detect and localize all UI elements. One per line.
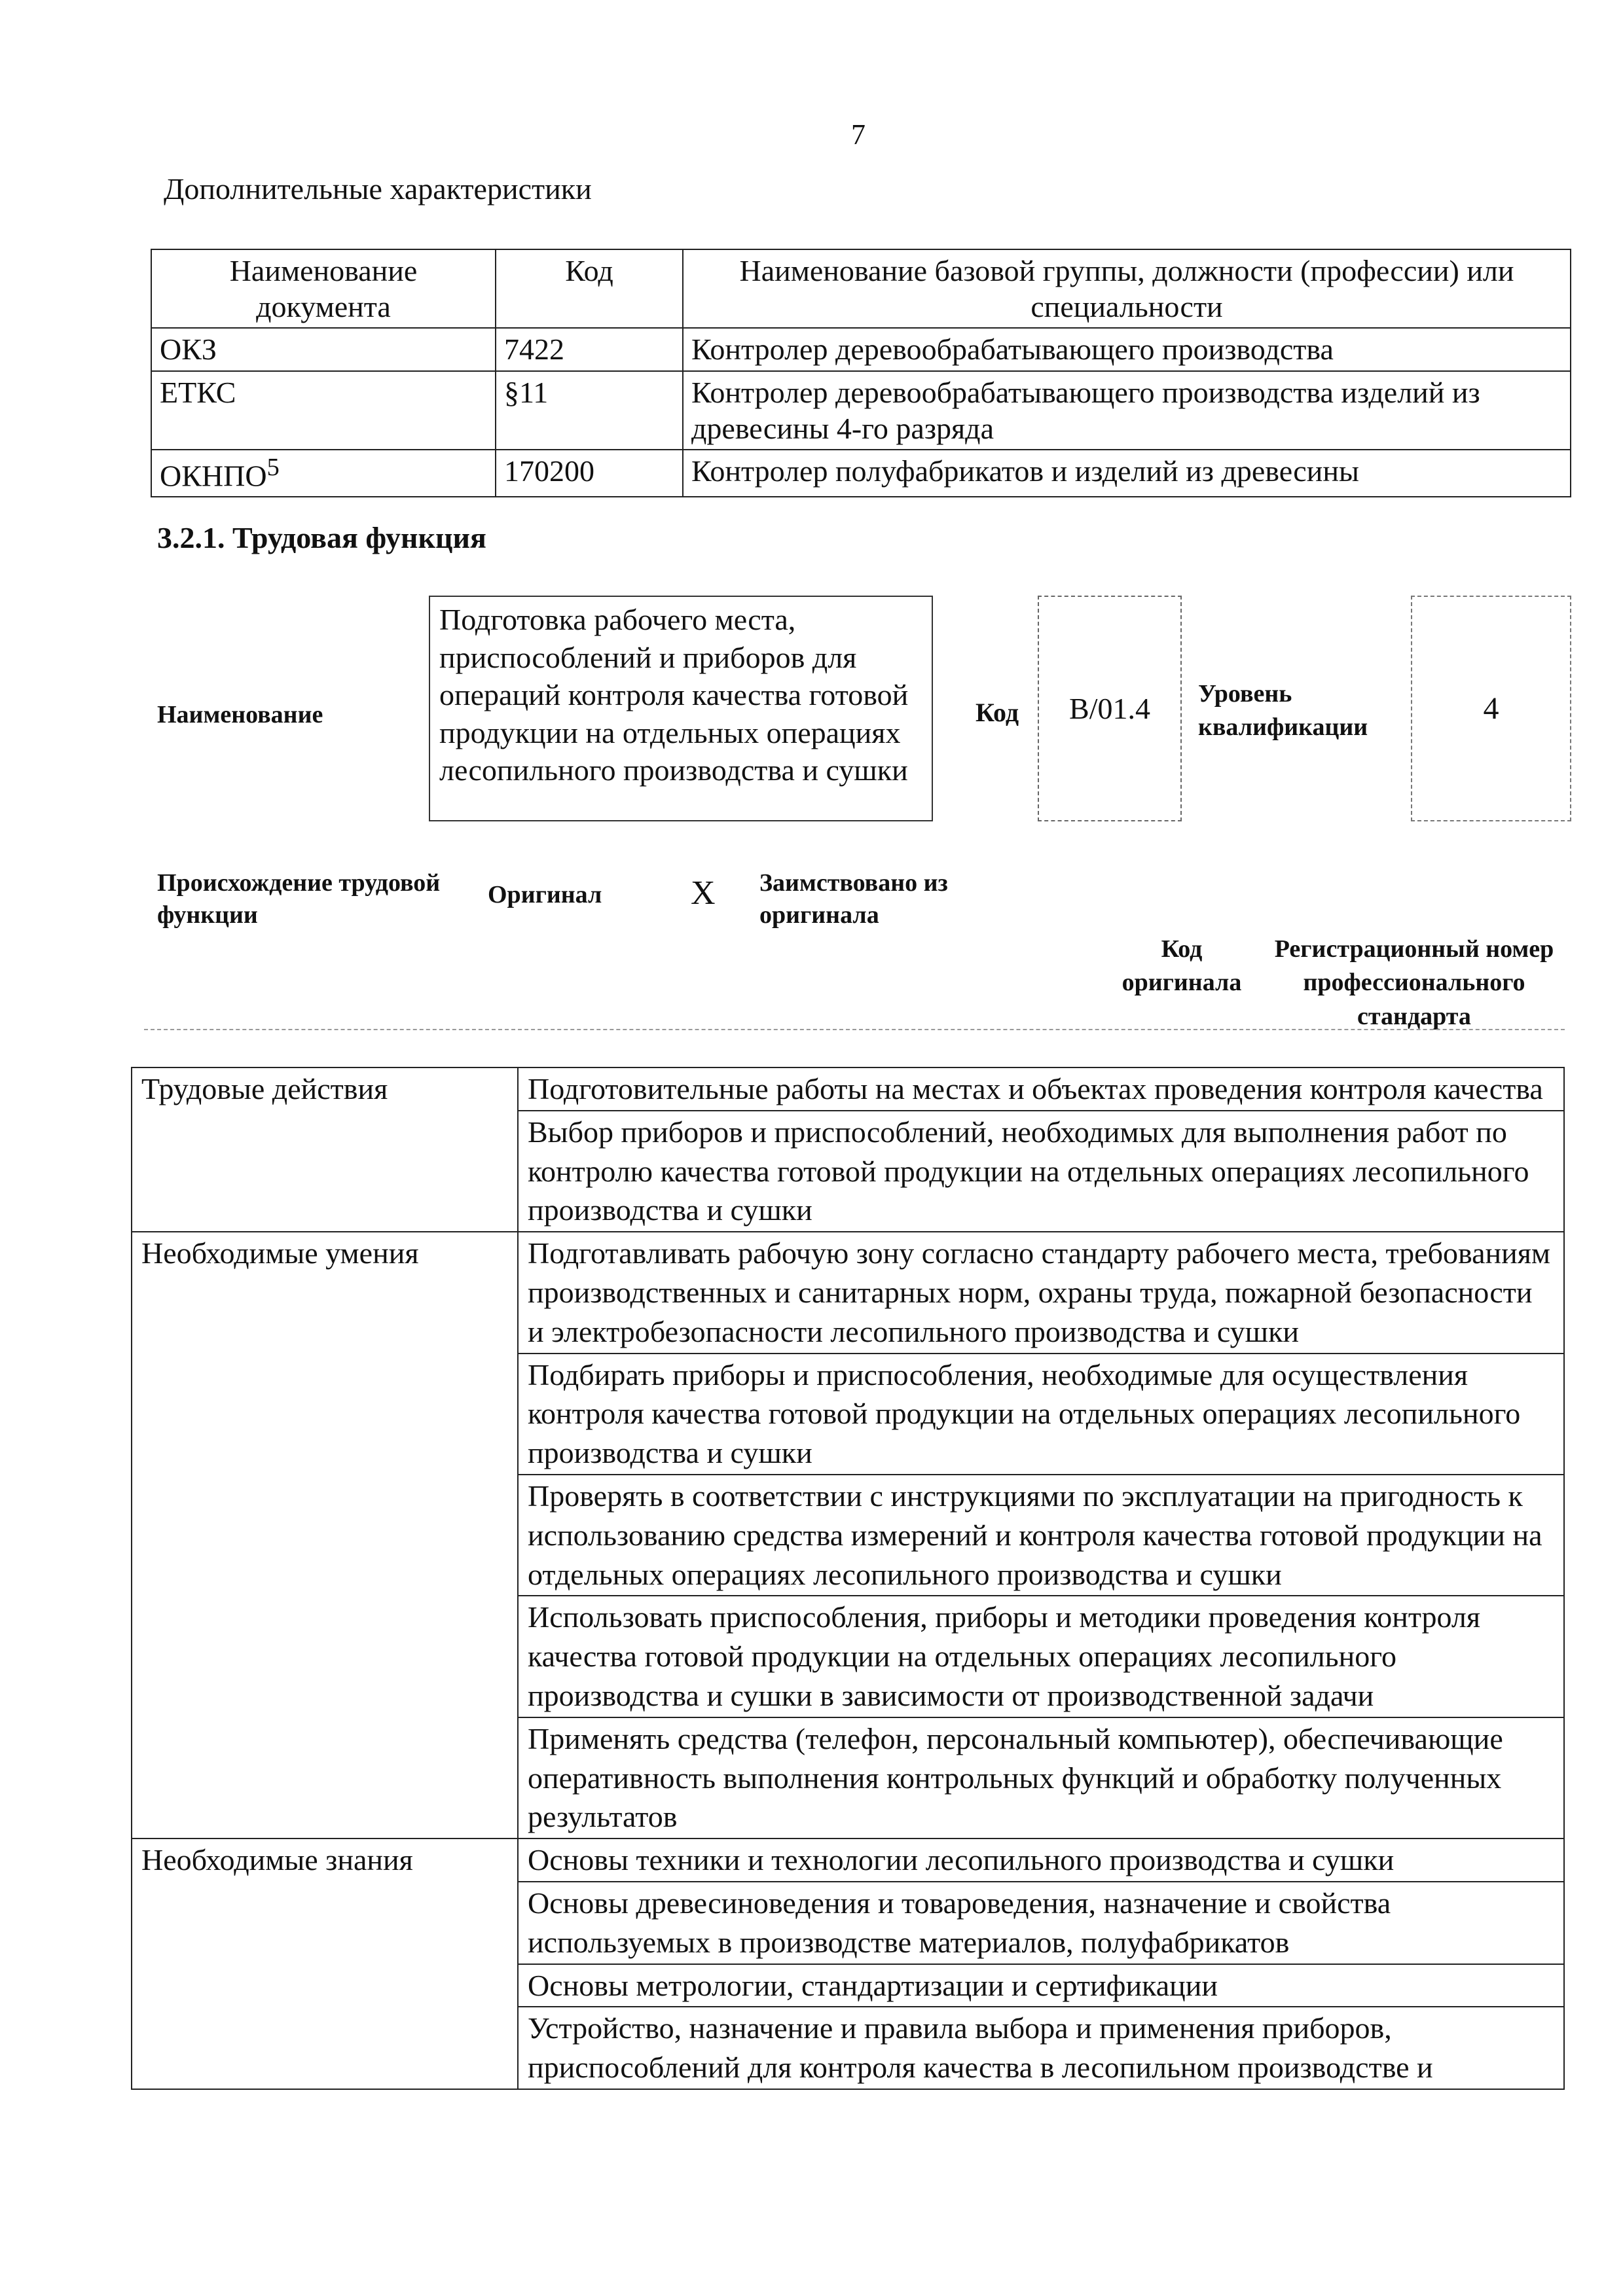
origin-value: Оригинал <box>488 881 602 908</box>
category-cell <box>132 1964 518 2007</box>
table-header-row <box>151 249 1571 328</box>
table-row <box>151 328 1571 370</box>
table-row <box>151 450 1571 497</box>
item-cell: Выбор приборов и приспособлений, необходимых для выполнения работ по контролю качества готовой продукции на отдельных операциях лесопильного производства и сушки <box>518 1111 1564 1232</box>
item-cell: Основы метрологии, стандартизации и сертификации <box>518 1964 1564 2007</box>
code-label: Код <box>976 698 1019 727</box>
table-row <box>132 1839 1564 1882</box>
row-name: Контролер полуфабрикатов и изделий из древесины <box>683 450 1571 497</box>
borrowed-label: Заимствовано из оригинала <box>759 869 948 929</box>
item-cell: Подготавливать рабочую зону согласно стандарту рабочего места, требованиям производственных и санитарных норм, охраны труда, пожарной безопасности и электробезопасности лесопильного производства и сушки <box>518 1232 1564 1353</box>
item-cell: Использовать приспособления, приборы и методики проведения контроля качества готовой продукции на отдельных операциях лесопильного производства и сушки в зависимости от производственной задачи <box>518 1596 1564 1717</box>
original-code-label: Код оригинала <box>1122 935 1242 997</box>
table-row <box>132 1882 1564 1964</box>
registration-number-label: Регистрационный номер профессионального стандарта <box>1274 935 1554 1030</box>
footnote-mark: 5 <box>266 453 280 481</box>
table-row <box>132 2007 1564 2089</box>
item-cell: Основы древесиноведения и товароведения, назначение и свойства используемых в производстве материалов, полуфабрикатов <box>518 1882 1564 1964</box>
category-cell: Необходимые умения <box>132 1232 518 1353</box>
name-label: Наименование <box>157 701 323 728</box>
level-value: 4 <box>1411 596 1571 821</box>
origin-mark: X <box>691 874 716 912</box>
table-row <box>132 1475 1564 1596</box>
separator-line <box>144 1029 1565 1030</box>
row-doc: ОКНПО <box>160 459 267 493</box>
category-cell <box>132 1596 518 1717</box>
table-row <box>132 1354 1564 1475</box>
level-label: Уровень квалификации <box>1198 680 1368 742</box>
row-code: 170200 <box>496 450 683 497</box>
table-row <box>132 1717 1564 1839</box>
origin-label: Происхождение трудовой функции <box>157 869 441 929</box>
row-code: 7422 <box>496 328 683 370</box>
item-cell: Подготовительные работы на местах и объектах проведения контроля качества <box>518 1067 1564 1111</box>
header-group-name: Наименование базовой группы, должности (профессии) или специальности <box>683 249 1571 328</box>
row-doc-cell <box>151 450 496 497</box>
item-cell: Основы техники и технологии лесопильного производства и сушки <box>518 1839 1564 1882</box>
labor-function-heading: 3.2.1. Трудовая функция <box>157 521 486 554</box>
row-name: Контролер деревообрабатывающего производства <box>683 328 1571 370</box>
code-value: B/01.4 <box>1038 596 1182 821</box>
header-code: Код <box>496 249 683 328</box>
item-cell: Проверять в соответствии с инструкциями по эксплуатации на пригодность к использованию средства измерений и контроля качества готовой продукции на отдельных операциях лесопильного производства и сушки <box>518 1475 1564 1596</box>
item-cell: Применять средства (телефон, персональный компьютер), обеспечивающие оперативность выполнения контрольных функций и обработку полученных результатов <box>518 1717 1564 1839</box>
table-row <box>132 1964 1564 2007</box>
category-cell: Необходимые знания <box>132 1839 518 1882</box>
header-document: Наименование документа <box>151 249 496 328</box>
category-cell <box>132 1882 518 1964</box>
table-row <box>132 1111 1564 1232</box>
row-doc: ЕТКС <box>151 371 496 450</box>
additional-characteristics-heading: Дополнительные характеристики <box>164 172 592 206</box>
function-name-value: Подготовка рабочего места, приспособлений и приборов для операций контроля качества готовой продукции на отдельных операциях лесопильного производства и сушки <box>429 596 933 821</box>
row-code: §11 <box>496 371 683 450</box>
row-doc: ОКЗ <box>151 328 496 370</box>
page-number: 7 <box>851 118 866 151</box>
category-cell <box>132 1354 518 1475</box>
details-table <box>131 1067 1565 2090</box>
table-row <box>132 1232 1564 1353</box>
category-cell: Трудовые действия <box>132 1067 518 1111</box>
category-cell <box>132 1111 518 1232</box>
category-cell <box>132 2007 518 2089</box>
category-cell <box>132 1475 518 1596</box>
item-cell: Подбирать приборы и приспособления, необходимые для осуществления контроля качества готовой продукции на отдельных операциях лесопильного производства и сушки <box>518 1354 1564 1475</box>
item-cell: Устройство, назначение и правила выбора и применения приборов, приспособлений для контроля качества в лесопильном производстве и <box>518 2007 1564 2089</box>
row-name: Контролер деревообрабатывающего производства изделий из древесины 4-го разряда <box>683 371 1571 450</box>
table-row <box>132 1596 1564 1717</box>
table-row <box>132 1067 1564 1111</box>
characteristics-table <box>151 249 1571 497</box>
category-cell <box>132 1717 518 1839</box>
table-row <box>151 371 1571 450</box>
